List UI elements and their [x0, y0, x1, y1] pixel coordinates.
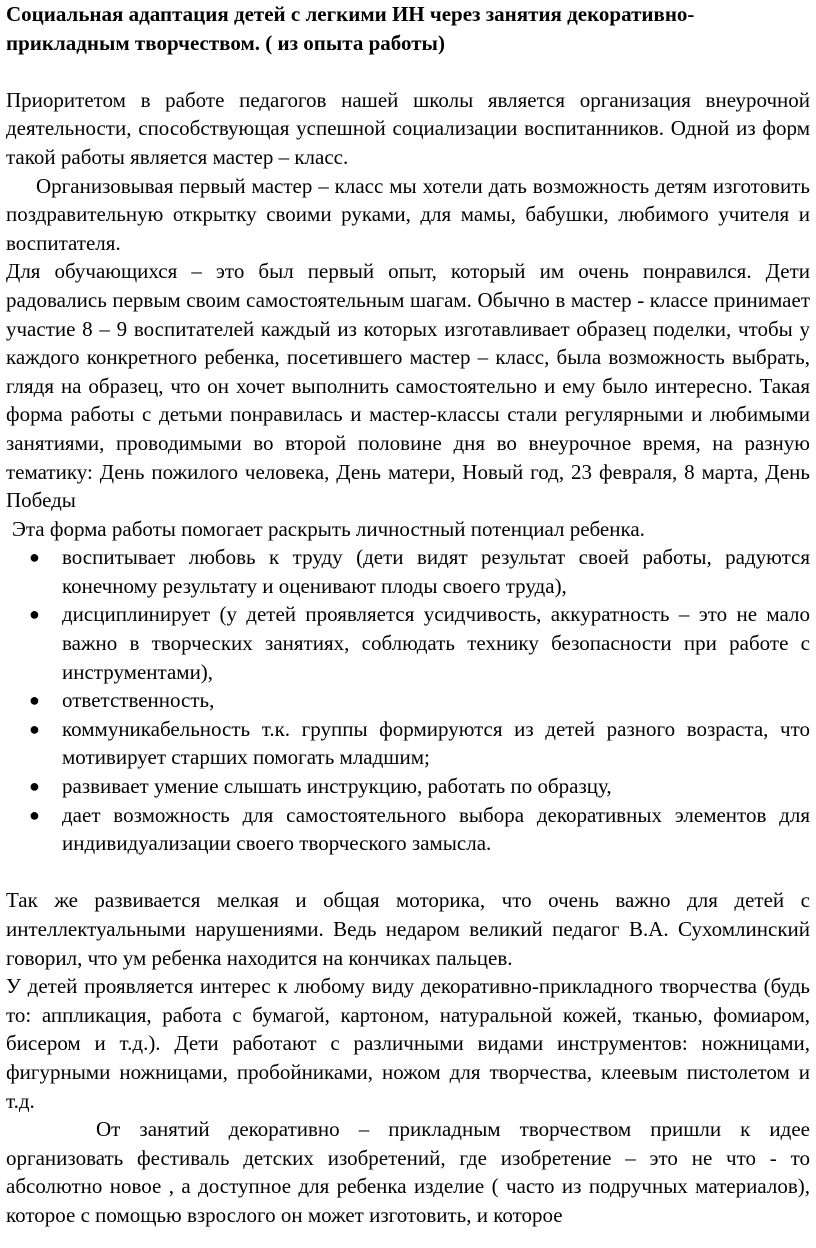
blank-line	[6, 858, 810, 887]
list-item	[29, 686, 810, 715]
list-item	[29, 715, 810, 772]
list-item-text: дает возможность для самостоятельного выбора декоративных элементов для индивидуализации своего творческого замысла.	[62, 802, 810, 856]
list-item-text: ответственность,	[62, 688, 215, 713]
list-item-text: дисциплинирует (у детей проявляется усидчивость, аккуратность – это не мало важно в творческих занятиях, соблюдать технику безопасности при работе с инструментами),	[62, 602, 810, 684]
bullet-icon: ●	[29, 690, 40, 711]
list-item	[29, 600, 810, 686]
bullet-icon: ●	[29, 776, 40, 797]
paragraph-first-master-class: Организовывая первый мастер – класс мы хотели дать возможность детям изготовить поздравительную открытку своими руками, для мамы, бабушки, любимого учителя и воспитателя.	[6, 173, 810, 255]
paragraph-festival: От занятий декоративно – прикладным творчеством пришли к идее организовать фестиваль детских изобретений, где изобретение – это не что - то абсолютно новое , а доступное для ребенка изделие ( часто из подручных материалов), которое с помощью взрослого он может изготовить, и которое	[6, 1117, 810, 1227]
paragraph-motor-skills: Так же развивается мелкая и общая моторика, что очень важно для детей с интеллектуальными нарушениями. Ведь недаром великий педагог В.А. Сухомлинский говорил, что ум ребенка находится на кончиках пальцев.	[6, 888, 810, 970]
paragraph-experience: Для обучающихся – это был первый опыт, который им очень понравился. Дети радовались первым своим самостоятельным шагам. Обычно в мастер - классе принимает участие 8 – 9 воспитателей каждый из которых изготавливает образец поделки, чтобы у каждого конкретного ребенка, посетившего мастер – класс, была возможность выбрать, глядя на образец, что он хочет выполнить самостоятельно и ему было интересно. Такая форма работы с детьми понравилась и мастер-классы стали регулярными и любимыми занятиями, проводимыми во второй половине дня во внеурочное время, на разную тематику: День пожилого человека, День матери, Новый год, 23 февраля, 8 марта, День Победы	[6, 259, 810, 513]
list-item-text: развивает умение слышать инструкцию, работать по образцу,	[62, 774, 612, 799]
paragraph-intro: Приоритетом в работе педагогов нашей школы является организация внеурочной деятельности, способствующая успешной социализации воспитанников. Одной из форм такой работы является мастер – класс.	[6, 87, 810, 169]
bullet-icon: ●	[29, 804, 40, 825]
blank-line	[6, 57, 810, 86]
list-item	[29, 772, 810, 801]
list-item-text: коммуникабельность т.к. группы формируются из детей разного возраста, что мотивирует старших помогать младшим;	[62, 716, 810, 770]
paragraph-interest: У детей проявляется интерес к любому виду декоративно-прикладного творчества (будь то: аппликация, работа с бумагой, картоном, натуральной кожей, тканью, фомиаром, бисером и т.д.). Дети работают с различными видами инструментов: ножницами, фигурными ножницами, пробойниками, ножом для творчества, клеевым пистолетом и т.д.	[6, 974, 810, 1113]
bullet-icon: ●	[29, 604, 40, 625]
document-title: Социальная адаптация детей с легкими ИН через занятия декоративно-прикладным творчеством. ( из опыта работы)	[6, 2, 695, 55]
list-item	[29, 801, 810, 858]
bullet-icon: ●	[29, 547, 40, 568]
list-item	[29, 543, 810, 600]
list-item-text: воспитывает любовь к труду (дети видят результат своей работы, радуются конечному результату и оценивают плоды своего труда),	[62, 545, 810, 598]
benefits-list	[6, 543, 810, 858]
bullet-icon: ●	[29, 718, 40, 739]
paragraph-potential: Эта форма работы помогает раскрыть личностный потенциал ребенка.	[12, 516, 645, 541]
